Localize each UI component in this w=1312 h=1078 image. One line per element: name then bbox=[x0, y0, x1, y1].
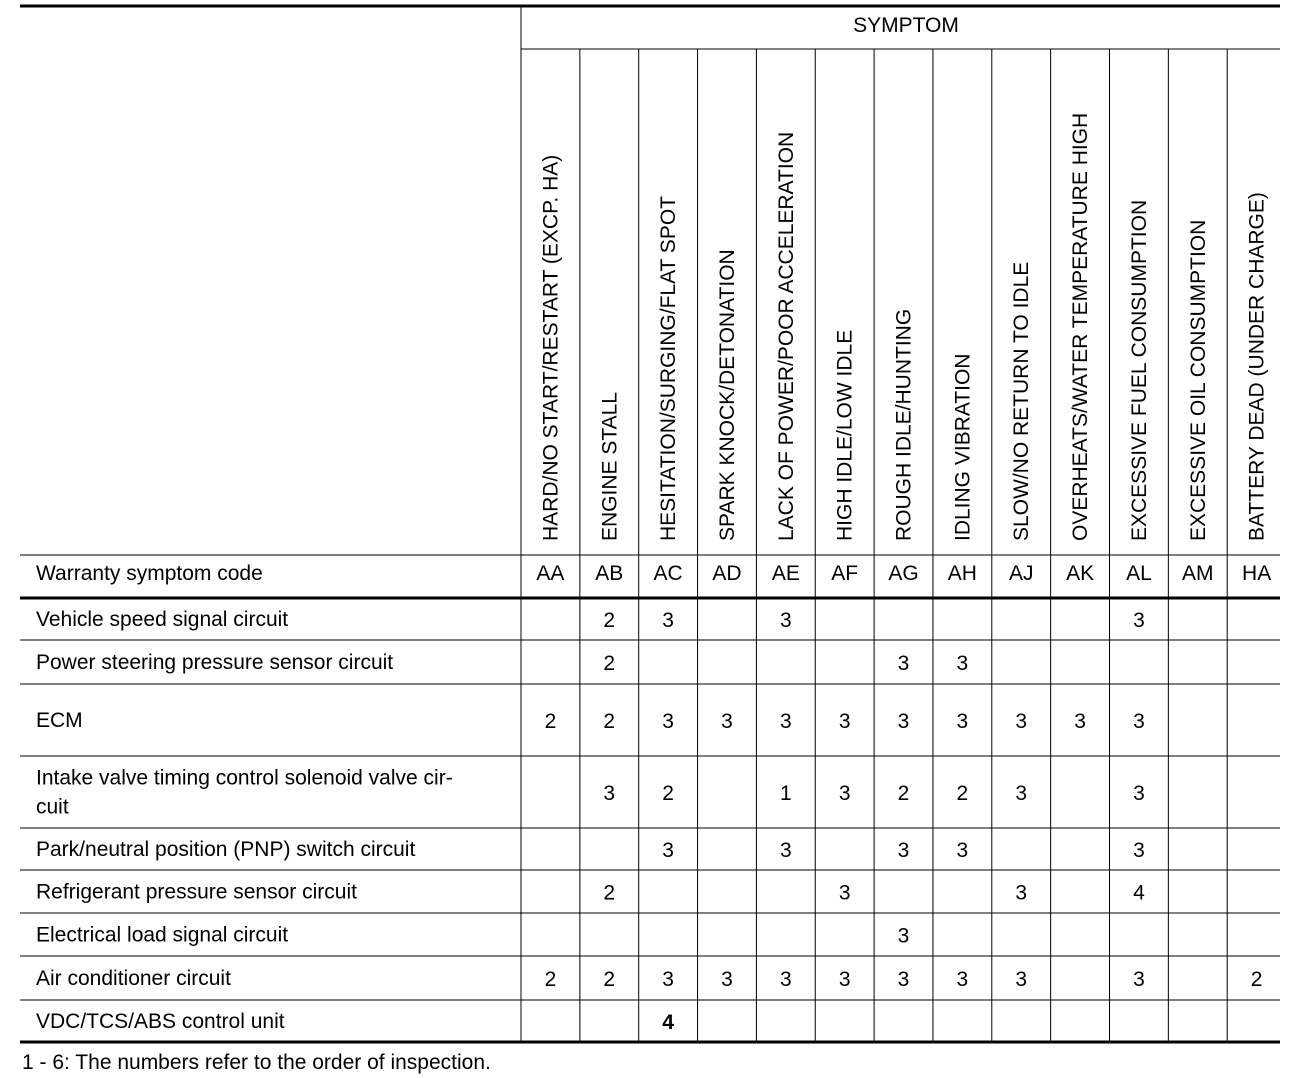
inspection-order-value: 3 bbox=[897, 652, 910, 675]
symptom-header: ROUGH IDLE/HUNTING bbox=[892, 308, 916, 541]
table-row bbox=[36, 709, 1145, 733]
inspection-order-value: 3 bbox=[838, 710, 851, 733]
table-row bbox=[36, 1010, 674, 1034]
inspection-order-value: 3 bbox=[662, 968, 674, 991]
warranty-code: AF bbox=[831, 562, 859, 585]
inspection-order-value: 3 bbox=[1133, 968, 1145, 991]
symptom-header: LACK OF POWER/POOR ACCELERATION bbox=[774, 131, 798, 541]
table-row bbox=[36, 651, 968, 675]
inspection-order-value: 4 bbox=[1133, 881, 1145, 905]
inspection-order-value: 3 bbox=[662, 609, 674, 632]
inspection-order-value: 3 bbox=[897, 710, 910, 733]
row-label: Power steering pressure sensor circuit bbox=[36, 651, 394, 674]
table-row bbox=[36, 924, 909, 948]
inspection-order-value: 2 bbox=[662, 782, 674, 805]
symptom-header: HESITATION/SURGING/FLAT SPOT bbox=[657, 196, 681, 541]
inspection-order-value: 3 bbox=[1015, 710, 1028, 733]
inspection-order-value: 1 bbox=[779, 782, 792, 805]
inspection-order-value: 3 bbox=[956, 968, 969, 991]
inspection-order-value: 3 bbox=[1133, 839, 1145, 862]
inspection-order-value: 3 bbox=[1133, 710, 1145, 733]
inspection-order-value: 3 bbox=[1015, 782, 1028, 805]
symptom-header: EXCESSIVE FUEL CONSUMPTION bbox=[1127, 199, 1151, 541]
warranty-code: AK bbox=[1066, 562, 1095, 585]
inspection-order-value: 3 bbox=[838, 968, 851, 991]
inspection-order-value: 2 bbox=[603, 609, 616, 632]
row-label: ECM bbox=[36, 709, 83, 732]
row-label: Park/neutral position (PNP) switch circuit bbox=[36, 838, 416, 861]
symptom-column-headers bbox=[539, 113, 1268, 541]
inspection-order-value: 3 bbox=[838, 881, 851, 905]
inspection-order-value: 3 bbox=[897, 968, 910, 991]
inspection-order-value: 3 bbox=[779, 609, 792, 632]
inspection-order-value: 3 bbox=[779, 839, 792, 862]
warranty-code: AL bbox=[1126, 562, 1152, 585]
inspection-order-value: 3 bbox=[838, 782, 851, 805]
warranty-code: AM bbox=[1182, 562, 1214, 585]
table-row bbox=[36, 767, 1145, 819]
row-label: Vehicle speed signal circuit bbox=[36, 608, 289, 631]
inspection-order-value: 3 bbox=[779, 968, 792, 991]
warranty-code: AB bbox=[595, 562, 624, 585]
inspection-order-value: 3 bbox=[662, 710, 674, 733]
inspection-order-value: 2 bbox=[603, 968, 616, 991]
inspection-order-value: 3 bbox=[662, 839, 674, 862]
row-label: VDC/TCS/ABS control unit bbox=[36, 1010, 285, 1033]
symptom-header: SLOW/NO RETURN TO IDLE bbox=[1010, 261, 1034, 541]
inspection-order-value: 3 bbox=[1133, 609, 1145, 632]
symptom-header: OVERHEATS/WATER TEMPERATURE HIGH bbox=[1069, 112, 1093, 541]
warranty-code: AC bbox=[653, 562, 683, 585]
inspection-order-value: 3 bbox=[779, 710, 792, 733]
table-row bbox=[36, 967, 1262, 991]
warranty-code: AH bbox=[947, 562, 977, 585]
inspection-order-value: 3 bbox=[1015, 968, 1028, 991]
inspection-order-value: 4 bbox=[662, 1011, 674, 1034]
footnote: 1 - 6: The numbers refer to the order of inspection. bbox=[22, 1051, 491, 1074]
inspection-order-value: 3 bbox=[897, 839, 910, 862]
warranty-code-row bbox=[36, 562, 1271, 585]
warranty-code: AA bbox=[536, 562, 565, 585]
inspection-order-value: 2 bbox=[603, 652, 616, 675]
inspection-order-value: 2 bbox=[956, 782, 969, 805]
inspection-order-value: 3 bbox=[956, 652, 969, 675]
inspection-order-value: 3 bbox=[956, 710, 969, 733]
table-row bbox=[36, 838, 1145, 862]
inspection-order-value: 2 bbox=[603, 881, 616, 905]
warranty-code: AE bbox=[771, 562, 800, 585]
symptom-group-header: SYMPTOM bbox=[853, 14, 959, 37]
symptom-header: ENGINE STALL bbox=[598, 392, 622, 541]
inspection-order-value: 3 bbox=[721, 968, 733, 991]
inspection-order-value: 3 bbox=[956, 839, 969, 862]
warranty-code: AJ bbox=[1008, 562, 1034, 585]
inspection-order-value: 3 bbox=[603, 782, 616, 805]
symptom-header: HIGH IDLE/LOW IDLE bbox=[833, 329, 857, 541]
inspection-order-value: 3 bbox=[1015, 881, 1028, 905]
table-row bbox=[36, 881, 1145, 905]
inspection-order-value: 3 bbox=[897, 924, 910, 948]
table-body bbox=[36, 608, 1262, 1034]
inspection-order-value: 3 bbox=[1133, 782, 1145, 805]
symptom-header: HARD/NO START/RESTART (EXCP. HA) bbox=[539, 154, 563, 541]
table-row bbox=[36, 608, 1145, 632]
inspection-order-value: 2 bbox=[544, 968, 557, 991]
symptom-header: SPARK KNOCK/DETONATION bbox=[715, 249, 739, 541]
row-label: Refrigerant pressure sensor circuit bbox=[36, 880, 357, 904]
warranty-code: AG bbox=[888, 562, 919, 585]
symptom-header: BATTERY DEAD (UNDER CHARGE) bbox=[1245, 192, 1269, 541]
inspection-order-value: 2 bbox=[1250, 968, 1263, 991]
inspection-order-value: 3 bbox=[721, 710, 733, 733]
warranty-code: HA bbox=[1242, 562, 1272, 585]
row-label: Intake valve timing control solenoid valve cir-cuit bbox=[36, 766, 453, 819]
inspection-order-value: 3 bbox=[1074, 710, 1086, 733]
row-label: Air conditioner circuit bbox=[36, 967, 231, 990]
inspection-order-value: 2 bbox=[603, 710, 616, 733]
row-label: Electrical load signal circuit bbox=[36, 923, 289, 947]
symptom-header: EXCESSIVE OIL CONSUMPTION bbox=[1186, 219, 1210, 541]
inspection-order-value: 2 bbox=[897, 782, 910, 805]
inspection-order-value: 2 bbox=[544, 710, 557, 733]
symptom-header: IDLING VIBRATION bbox=[951, 353, 975, 541]
warranty-code: AD bbox=[712, 562, 742, 585]
warranty-code-label: Warranty symptom code bbox=[36, 562, 263, 585]
